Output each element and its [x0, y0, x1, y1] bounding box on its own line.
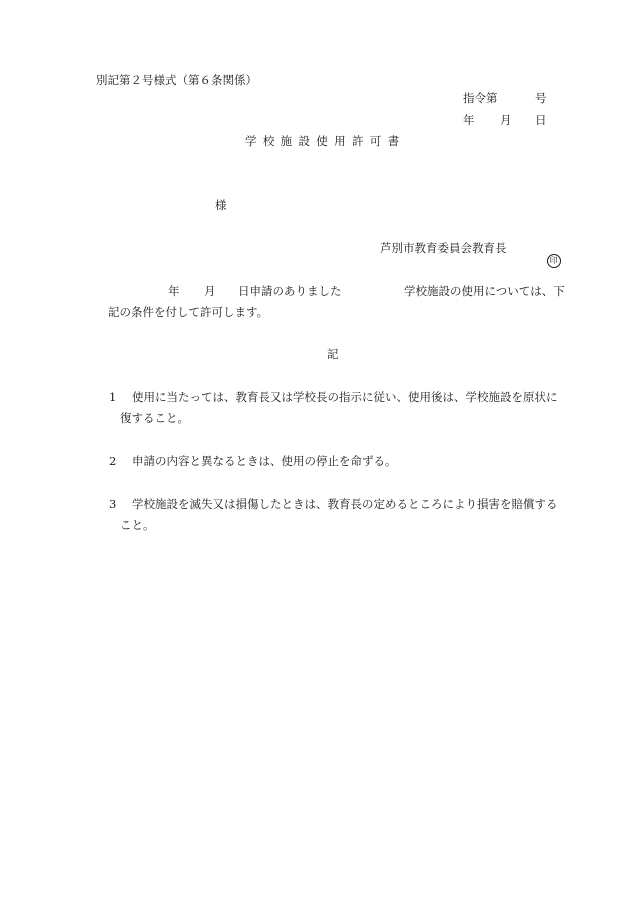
seal-mark: 印: [547, 254, 561, 268]
condition-text-line-2: 復すること。: [120, 411, 189, 425]
page-title: 学校施設使用許可書: [245, 134, 406, 148]
date-year: 年: [463, 113, 475, 127]
issuer-seal: [532, 242, 561, 279]
form-label: 別記第２号様式（第６条関係）: [96, 73, 257, 87]
permit-number-suffix: 号: [535, 91, 547, 105]
body-facility-text: 学校施設の使用については、下: [404, 284, 565, 298]
condition-text-line-1: 申請の内容と異なるときは、使用の停止を命ずる。: [132, 454, 397, 468]
permit-number-prefix: 指令第: [463, 91, 498, 105]
date-day: 日: [535, 113, 547, 127]
condition-text-line-1: 使用に当たっては、教育長又は学校長の指示に従い、使用後は、学校施設を原状に: [132, 390, 558, 404]
date-month: 月: [500, 113, 512, 127]
body-application-text: 日申請のありました: [238, 284, 342, 298]
body-month: 月: [204, 284, 216, 298]
condition-number: 2: [109, 454, 117, 468]
body-year: 年: [168, 284, 180, 298]
recipient-honorific: 様: [215, 198, 227, 212]
ki-heading: 記: [327, 347, 339, 361]
condition-text-line-2: こと。: [120, 518, 155, 532]
body-line-2: 記の条件を付して許可します。: [108, 305, 269, 319]
issuer-name: 芦別市教育委員会教育長: [380, 241, 507, 255]
condition-number: 1: [109, 390, 117, 404]
condition-number: 3: [109, 497, 117, 511]
condition-text-line-1: 学校施設を滅失又は損傷したときは、教育長の定めるところにより損害を賠償する: [132, 497, 558, 511]
